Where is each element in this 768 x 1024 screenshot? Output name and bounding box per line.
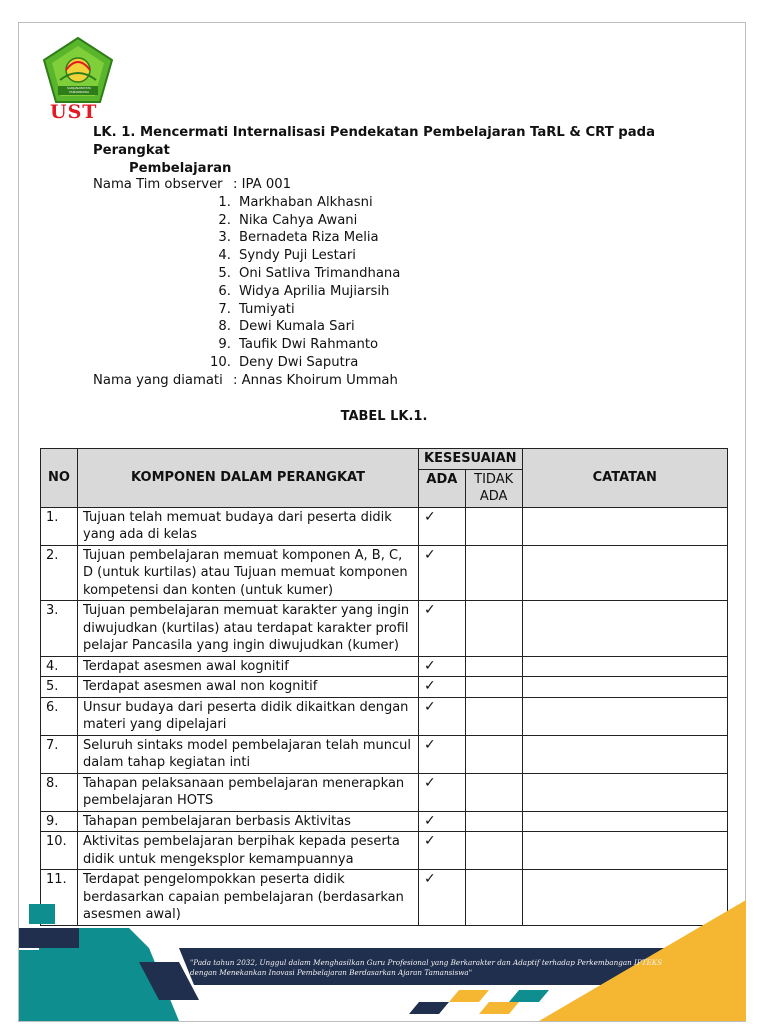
row-tidak-ada [465, 677, 522, 698]
row-tidak-ada [465, 507, 522, 545]
table-caption: TABEL LK.1. [340, 409, 428, 424]
member-name: Nika Cahya Awani [239, 212, 358, 228]
observed-label: Nama yang diamati [93, 372, 223, 388]
member-number: 7. [218, 301, 231, 317]
observer-label: Nama Tim observer [93, 177, 223, 192]
table-row [41, 677, 728, 698]
member-number: 1. [218, 194, 231, 210]
row-tidak-ada [465, 773, 522, 811]
row-komponen: Tahapan pembelajaran berbasis Aktivitas [78, 811, 419, 832]
member-item [93, 247, 400, 265]
row-ada-check: ✓ [419, 811, 466, 832]
member-number: 9. [218, 337, 231, 353]
row-komponen: Terdapat asesmen awal non kognitif [78, 677, 419, 698]
row-number: 8. [41, 773, 78, 811]
row-ada-check: ✓ [419, 773, 466, 811]
row-ada-check: ✓ [419, 507, 466, 545]
row-komponen: Terdapat asesmen awal kognitif [78, 656, 419, 677]
row-komponen: Tujuan pembelajaran memuat komponen A, B, C, D (untuk kurtilas) atau Tujuan memuat komponen kompetensi dan konten (untuk kumer) [78, 545, 419, 601]
observer-info [93, 176, 400, 390]
member-name: Bernadeta Riza Melia [239, 230, 379, 246]
footer-quote: "Pada tahun 2032, Unggul dalam Menghasilkan Guru Profesional yang Berkarakter dan Adaptif terhadap Perkembangan IPTEKS dengan Menekankan Inovasi Pembelajaran Berdasarkan Ajaran Tamansiswa" [190, 958, 663, 977]
header-no: NO [41, 449, 78, 508]
member-name: Markhaban Alkhasni [239, 194, 373, 210]
observed-value: : Annas Khoirum Ummah [233, 372, 398, 388]
row-catatan [522, 507, 727, 545]
table-row [41, 811, 728, 832]
row-number: 11. [41, 870, 78, 926]
row-catatan [522, 735, 727, 773]
row-ada-check: ✓ [419, 677, 466, 698]
logo-text: UST [50, 101, 98, 123]
row-catatan [522, 601, 727, 657]
row-tidak-ada [465, 545, 522, 601]
row-ada-check: ✓ [419, 735, 466, 773]
row-komponen: Tujuan pembelajaran memuat karakter yang ingin diwujudkan (kurtilas) atau terdapat karakter profil pelajar Pancasila yang ingin diwujudkan (kumer) [78, 601, 419, 657]
table-row [41, 773, 728, 811]
member-name: Widya Aprilia Mujiarsih [239, 283, 390, 299]
member-number: 3. [218, 230, 231, 246]
table-row [41, 735, 728, 773]
row-number: 4. [41, 656, 78, 677]
member-name: Taufik Dwi Rahmanto [239, 337, 379, 353]
row-ada-check: ✓ [419, 656, 466, 677]
table-row [41, 656, 728, 677]
row-ada-check: ✓ [419, 697, 466, 735]
row-tidak-ada [465, 601, 522, 657]
row-catatan [522, 773, 727, 811]
row-ada-check: ✓ [419, 832, 466, 870]
member-name: Oni Satliva Trimandhana [239, 265, 401, 281]
row-number: 10. [41, 832, 78, 870]
row-ada-check: ✓ [419, 545, 466, 601]
table-row [41, 601, 728, 657]
table-row [41, 697, 728, 735]
footer-banner [19, 890, 746, 1021]
row-komponen: Tahapan pelaksanaan pembelajaran menerapkan pembelajaran HOTS [78, 773, 419, 811]
row-tidak-ada [465, 697, 522, 735]
member-item [93, 229, 400, 247]
member-name: Deny Dwi Saputra [239, 354, 359, 370]
row-number: 1. [41, 507, 78, 545]
row-ada-check: ✓ [419, 601, 466, 657]
row-tidak-ada [465, 832, 522, 870]
member-number: 2. [218, 212, 231, 228]
title-line-2: Pembelajaran [129, 161, 232, 176]
member-number: 8. [218, 319, 231, 335]
row-catatan [522, 656, 727, 677]
member-item [93, 336, 400, 354]
member-number: 10. [210, 354, 231, 370]
row-catatan [522, 677, 727, 698]
row-komponen: Terdapat pengelompokkan peserta didik berdasarkan capaian pembelajaran (berdasarkan asesmen awal) [78, 870, 419, 926]
header-komponen: KOMPONEN DALAM PERANGKAT [78, 449, 419, 508]
member-item [93, 212, 400, 230]
member-number: 4. [218, 248, 231, 264]
member-item [93, 318, 400, 336]
header-catatan: CATATAN [522, 449, 727, 508]
observer-value: : IPA 001 [233, 177, 292, 192]
row-tidak-ada [465, 811, 522, 832]
member-item [93, 354, 400, 372]
title-line-1: LK. 1. Mencermati Internalisasi Pendekatan Pembelajaran TaRL & CRT pada Perangkat [93, 125, 655, 158]
member-item [93, 283, 400, 301]
member-item [93, 265, 400, 283]
row-number: 9. [41, 811, 78, 832]
row-ada-check: ✓ [419, 870, 466, 926]
row-number: 3. [41, 601, 78, 657]
row-number: 6. [41, 697, 78, 735]
row-number: 7. [41, 735, 78, 773]
row-tidak-ada [465, 735, 522, 773]
row-number: 2. [41, 545, 78, 601]
row-komponen: Seluruh sintaks model pembelajaran telah muncul dalam tahap kegiatan inti [78, 735, 419, 773]
row-catatan [522, 545, 727, 601]
table-row [41, 832, 728, 870]
table-row [41, 507, 728, 545]
row-catatan [522, 811, 727, 832]
document-title [93, 124, 733, 178]
table-row [41, 545, 728, 601]
row-komponen: Tujuan telah memuat budaya dari peserta didik yang ada di kelas [78, 507, 419, 545]
header-kesesuaian: KESESUAIAN [419, 449, 523, 470]
row-catatan [522, 832, 727, 870]
row-tidak-ada [465, 656, 522, 677]
row-catatan [522, 697, 727, 735]
row-komponen: Unsur budaya dari peserta didik dikaitkan dengan materi yang dipelajari [78, 697, 419, 735]
member-number: 6. [218, 283, 231, 299]
member-item [93, 194, 400, 212]
logo-band-text: SARJANAWIYATA TAMANSISWA [66, 86, 92, 94]
member-name: Tumiyati [239, 301, 295, 317]
header-ada: ADA [419, 469, 466, 507]
member-name: Dewi Kumala Sari [239, 319, 355, 335]
header-tidak-ada: TIDAK ADA [465, 469, 522, 507]
row-number: 5. [41, 677, 78, 698]
member-name: Syndy Puji Lestari [239, 248, 356, 264]
member-item [93, 301, 400, 319]
member-number: 5. [218, 265, 231, 281]
checklist-table [40, 448, 728, 926]
row-komponen: Aktivitas pembelajaran berpihak kepada peserta didik untuk mengeksplor kemampuannya [78, 832, 419, 870]
member-list [93, 194, 400, 372]
